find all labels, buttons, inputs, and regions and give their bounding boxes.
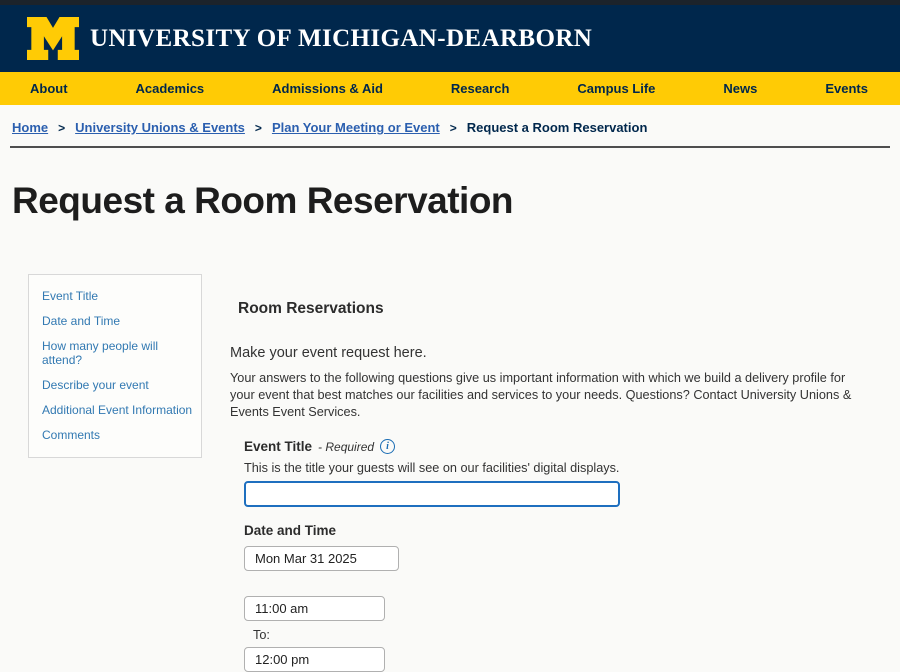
- event-title-label-row: [244, 439, 870, 454]
- breadcrumb-link-university-unions-events[interactable]: University Unions & Events: [75, 120, 245, 135]
- breadcrumb-current: Request a Room Reservation: [466, 120, 648, 135]
- event-date-input[interactable]: [244, 546, 399, 571]
- nav-item-campus-life[interactable]: Campus Life: [577, 81, 656, 96]
- block-m-logo[interactable]: [27, 17, 79, 60]
- event-title-field-group: [244, 439, 870, 507]
- start-time-input[interactable]: [244, 596, 385, 621]
- form-nav-item-comments[interactable]: Comments: [42, 428, 101, 442]
- content-area: [0, 274, 900, 672]
- form-nav-item-describe-event[interactable]: Describe your event: [42, 378, 149, 392]
- breadcrumb-link-plan-your-meeting-or-event[interactable]: Plan Your Meeting or Event: [271, 120, 440, 135]
- event-title-helper-text: This is the title your guests will see on our facilities' digital displays.: [244, 461, 620, 475]
- nav-item-about[interactable]: About: [30, 81, 68, 96]
- site-title: UNIVERSITY OF MICHIGAN-DEARBORN: [90, 24, 593, 52]
- nav-item-events[interactable]: Events: [825, 81, 868, 96]
- breadcrumb: [0, 105, 900, 146]
- breadcrumb-link-home[interactable]: Home: [12, 120, 49, 135]
- nav-item-research[interactable]: Research: [450, 81, 510, 96]
- primary-nav: [0, 72, 900, 105]
- breadcrumb-divider: [10, 146, 890, 148]
- info-icon[interactable]: i: [380, 439, 395, 454]
- form-heading: Room Reservations: [238, 300, 384, 317]
- required-indicator: - Required: [318, 439, 375, 454]
- nav-item-academics[interactable]: Academics: [135, 81, 205, 96]
- end-time-input[interactable]: [244, 647, 385, 672]
- date-time-field-group: [244, 523, 870, 672]
- form-nav-item-attendance[interactable]: How many people will attend?: [42, 339, 159, 367]
- reservation-form: [230, 274, 870, 672]
- date-time-label: Date and Time: [244, 523, 337, 538]
- form-intro-body: Your answers to the following questions give us important information with which we build a delivery profile for your event that best matches our facilities and services to your needs. Questions? Contact University Unions & Events Event Services.: [230, 371, 852, 419]
- site-header: [0, 5, 900, 72]
- form-nav-item-date-and-time[interactable]: Date and Time: [42, 314, 121, 328]
- to-label: To:: [253, 628, 270, 642]
- form-intro-lead: Make your event request here.: [230, 345, 427, 361]
- breadcrumb-separator: >: [254, 120, 262, 135]
- nav-item-news[interactable]: News: [723, 81, 758, 96]
- form-section-nav: [28, 274, 202, 458]
- nav-item-admissions-aid[interactable]: Admissions & Aid: [272, 81, 383, 96]
- page-title: Request a Room Reservation: [12, 180, 514, 221]
- form-nav-item-event-title[interactable]: Event Title: [42, 289, 99, 303]
- event-title-label: Event Title: [244, 439, 313, 454]
- breadcrumb-separator: >: [58, 120, 66, 135]
- breadcrumb-separator: >: [449, 120, 457, 135]
- event-title-input[interactable]: [244, 481, 620, 507]
- form-nav-item-additional-info[interactable]: Additional Event Information: [42, 403, 193, 417]
